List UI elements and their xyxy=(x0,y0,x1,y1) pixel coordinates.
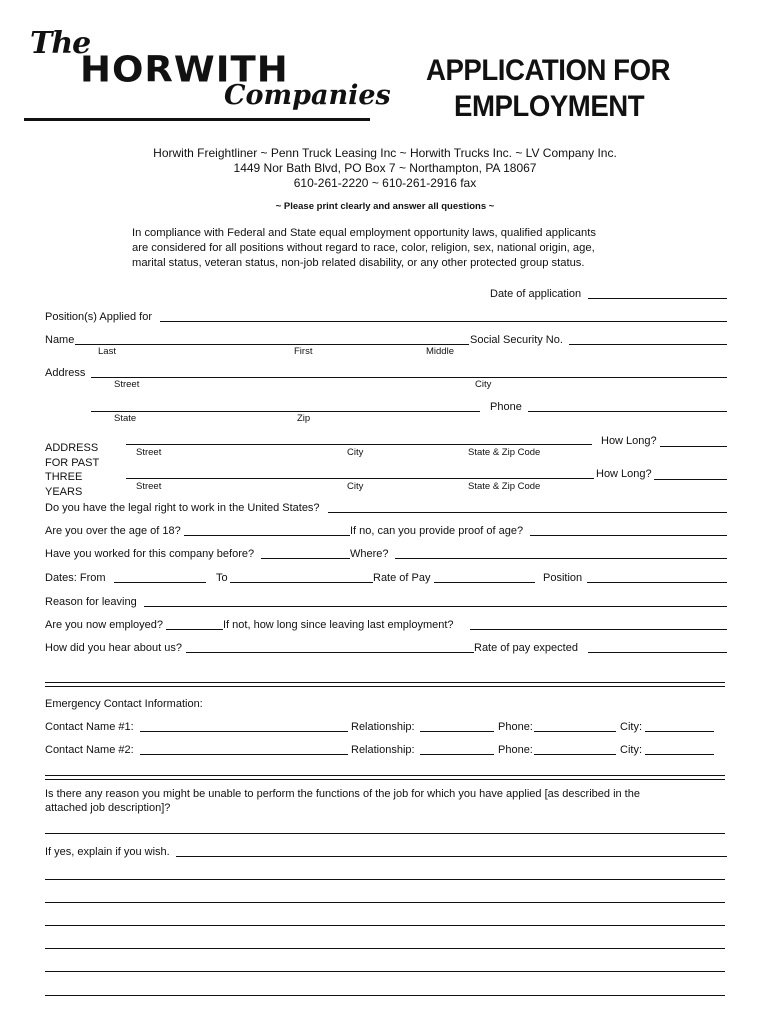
over-18-label: Are you over the age of 18? xyxy=(45,525,181,537)
dates-from-field[interactable] xyxy=(114,582,206,583)
past-address-1-field[interactable] xyxy=(126,444,592,445)
phone-field[interactable] xyxy=(528,411,727,412)
contact1-city-field[interactable] xyxy=(645,731,714,732)
past-address-2-city-sublabel: City xyxy=(347,481,364,492)
disability-question-line1: Is there any reason you might be unable to perform the functions of the job for which you have applied [as described in the xyxy=(45,788,640,800)
where-field[interactable] xyxy=(395,558,727,559)
past-address-1-statezip-sublabel: State & Zip Code xyxy=(468,447,541,458)
logo-name-text: HORWITH xyxy=(80,49,289,90)
contact2-phone-field[interactable] xyxy=(534,754,616,755)
ssn-label: Social Security No. xyxy=(470,334,563,346)
company-address: 1449 Nor Bath Blvd, PO Box 7 ~ Northampton, PA 18067 xyxy=(233,161,537,175)
legal-right-field[interactable] xyxy=(328,512,727,513)
past-address-1-city-sublabel: City xyxy=(347,447,364,458)
explain-line[interactable] xyxy=(45,879,725,880)
address-state-zip-field[interactable] xyxy=(91,411,480,412)
rate-expected-label: Rate of pay expected xyxy=(474,642,578,654)
if-not-label: If not, how long since leaving last employment? xyxy=(223,619,454,631)
contact1-phone-field[interactable] xyxy=(534,731,616,732)
proof-age-field[interactable] xyxy=(530,535,727,536)
explain-line[interactable] xyxy=(45,948,725,949)
position-field[interactable] xyxy=(587,582,727,583)
where-label: Where? xyxy=(350,548,389,560)
ssn-field[interactable] xyxy=(569,344,727,345)
contact1-relationship-label: Relationship: xyxy=(351,721,415,733)
contact2-label: Contact Name #2: xyxy=(45,744,134,756)
past-address-label-line: YEARS xyxy=(45,485,83,498)
contact2-name-field[interactable] xyxy=(140,754,348,755)
explain-line[interactable] xyxy=(45,971,725,972)
contact1-name-field[interactable] xyxy=(140,731,348,732)
rate-expected-field[interactable] xyxy=(588,652,727,653)
form-title-line2: EMPLOYMENT xyxy=(454,90,645,123)
compliance-line: In compliance with Federal and State equal employment opportunity laws, qualified applicants xyxy=(132,227,596,239)
past-address-2-statezip-sublabel: State & Zip Code xyxy=(468,481,541,492)
contact2-city-label: City: xyxy=(620,744,642,756)
reason-leaving-field[interactable] xyxy=(144,606,727,607)
worked-before-label: Have you worked for this company before? xyxy=(45,548,255,560)
how-long-1-label: How Long? xyxy=(601,435,657,447)
dates-to-label: To xyxy=(216,572,228,584)
contact2-relationship-label: Relationship: xyxy=(351,744,415,756)
phone-label: Phone xyxy=(490,401,522,413)
name-middle-sublabel: Middle xyxy=(426,346,454,357)
contact2-city-field[interactable] xyxy=(645,754,714,755)
explain-line[interactable] xyxy=(45,925,725,926)
emergency-heading: Emergency Contact Information: xyxy=(45,698,203,710)
contact1-relationship-field[interactable] xyxy=(420,731,494,732)
now-employed-field[interactable] xyxy=(166,629,223,630)
if-not-field[interactable] xyxy=(470,629,727,630)
name-first-sublabel: First xyxy=(294,346,313,357)
over-18-field[interactable] xyxy=(184,535,350,536)
positions-label: Position(s) Applied for xyxy=(45,311,152,323)
worked-before-field[interactable] xyxy=(261,558,350,559)
section-divider xyxy=(45,775,725,780)
instruction-text: ~ Please print clearly and answer all questions ~ xyxy=(275,201,495,212)
past-address-2-field[interactable] xyxy=(126,478,594,479)
hear-about-field[interactable] xyxy=(186,652,474,653)
past-address-label-line: FOR PAST xyxy=(45,456,100,469)
section-divider xyxy=(45,682,725,687)
address-street-sublabel: Street xyxy=(114,379,140,390)
compliance-line: marital status, veteran status, non-job related disability, or any other protected group status. xyxy=(132,257,585,269)
contact2-phone-label: Phone: xyxy=(498,744,533,756)
disability-answer-line[interactable] xyxy=(45,833,725,834)
contact2-relationship-field[interactable] xyxy=(420,754,494,755)
date-of-application-field[interactable] xyxy=(588,298,727,299)
address-street-field[interactable] xyxy=(91,377,727,378)
how-long-2-field[interactable] xyxy=(654,479,727,480)
disability-question-line2: attached job description]? xyxy=(45,802,171,814)
now-employed-label: Are you now employed? xyxy=(45,619,164,631)
company-phone: 610-261-2220 ~ 610-261-2916 fax xyxy=(293,176,477,190)
positions-field[interactable] xyxy=(160,321,727,322)
logo-companies-text: Companies xyxy=(224,80,391,111)
dates-from-label: Dates: From xyxy=(45,572,106,584)
compliance-line: are considered for all positions without regard to race, color, religion, sex, national origin, age, xyxy=(132,242,595,254)
address-label: Address xyxy=(45,367,86,379)
hear-about-label: How did you hear about us? xyxy=(45,642,182,654)
explain-label: If yes, explain if you wish. xyxy=(45,846,170,858)
how-long-2-label: How Long? xyxy=(596,468,652,480)
reason-leaving-label: Reason for leaving xyxy=(45,596,137,608)
name-label: Name xyxy=(45,334,75,346)
past-address-2-street-sublabel: Street xyxy=(136,481,162,492)
explain-line[interactable] xyxy=(45,902,725,903)
position-label: Position xyxy=(543,572,583,584)
explain-field[interactable] xyxy=(176,856,727,857)
address-city-sublabel: City xyxy=(475,379,492,390)
rate-of-pay-label: Rate of Pay xyxy=(373,572,431,584)
logo-the-text: The xyxy=(30,26,91,61)
dates-to-field[interactable] xyxy=(230,582,373,583)
name-last-sublabel: Last xyxy=(98,346,116,357)
proof-age-label: If no, can you provide proof of age? xyxy=(350,525,524,537)
past-address-label xyxy=(45,441,99,499)
past-address-label-line: THREE xyxy=(45,471,83,483)
contact1-city-label: City: xyxy=(620,721,642,733)
rate-of-pay-field[interactable] xyxy=(434,582,535,583)
logo-underline xyxy=(24,118,370,121)
address-zip-sublabel: Zip xyxy=(297,413,311,424)
address-state-sublabel: State xyxy=(114,413,137,424)
past-address-1-street-sublabel: Street xyxy=(136,447,162,458)
compliance-paragraph xyxy=(132,226,652,271)
how-long-1-field[interactable] xyxy=(660,446,727,447)
date-of-application-label: Date of application xyxy=(490,288,582,300)
contact1-label: Contact Name #1: xyxy=(45,721,134,733)
explain-line[interactable] xyxy=(45,995,725,996)
form-title-line1: APPLICATION FOR xyxy=(426,54,671,87)
past-address-label-line: ADDRESS xyxy=(45,442,99,454)
name-field[interactable] xyxy=(75,344,469,345)
company-list: Horwith Freightliner ~ Penn Truck Leasing Inc ~ Horwith Trucks Inc. ~ LV Company Inc. xyxy=(153,146,617,160)
legal-right-label: Do you have the legal right to work in the United States? xyxy=(45,502,320,514)
contact1-phone-label: Phone: xyxy=(498,721,533,733)
